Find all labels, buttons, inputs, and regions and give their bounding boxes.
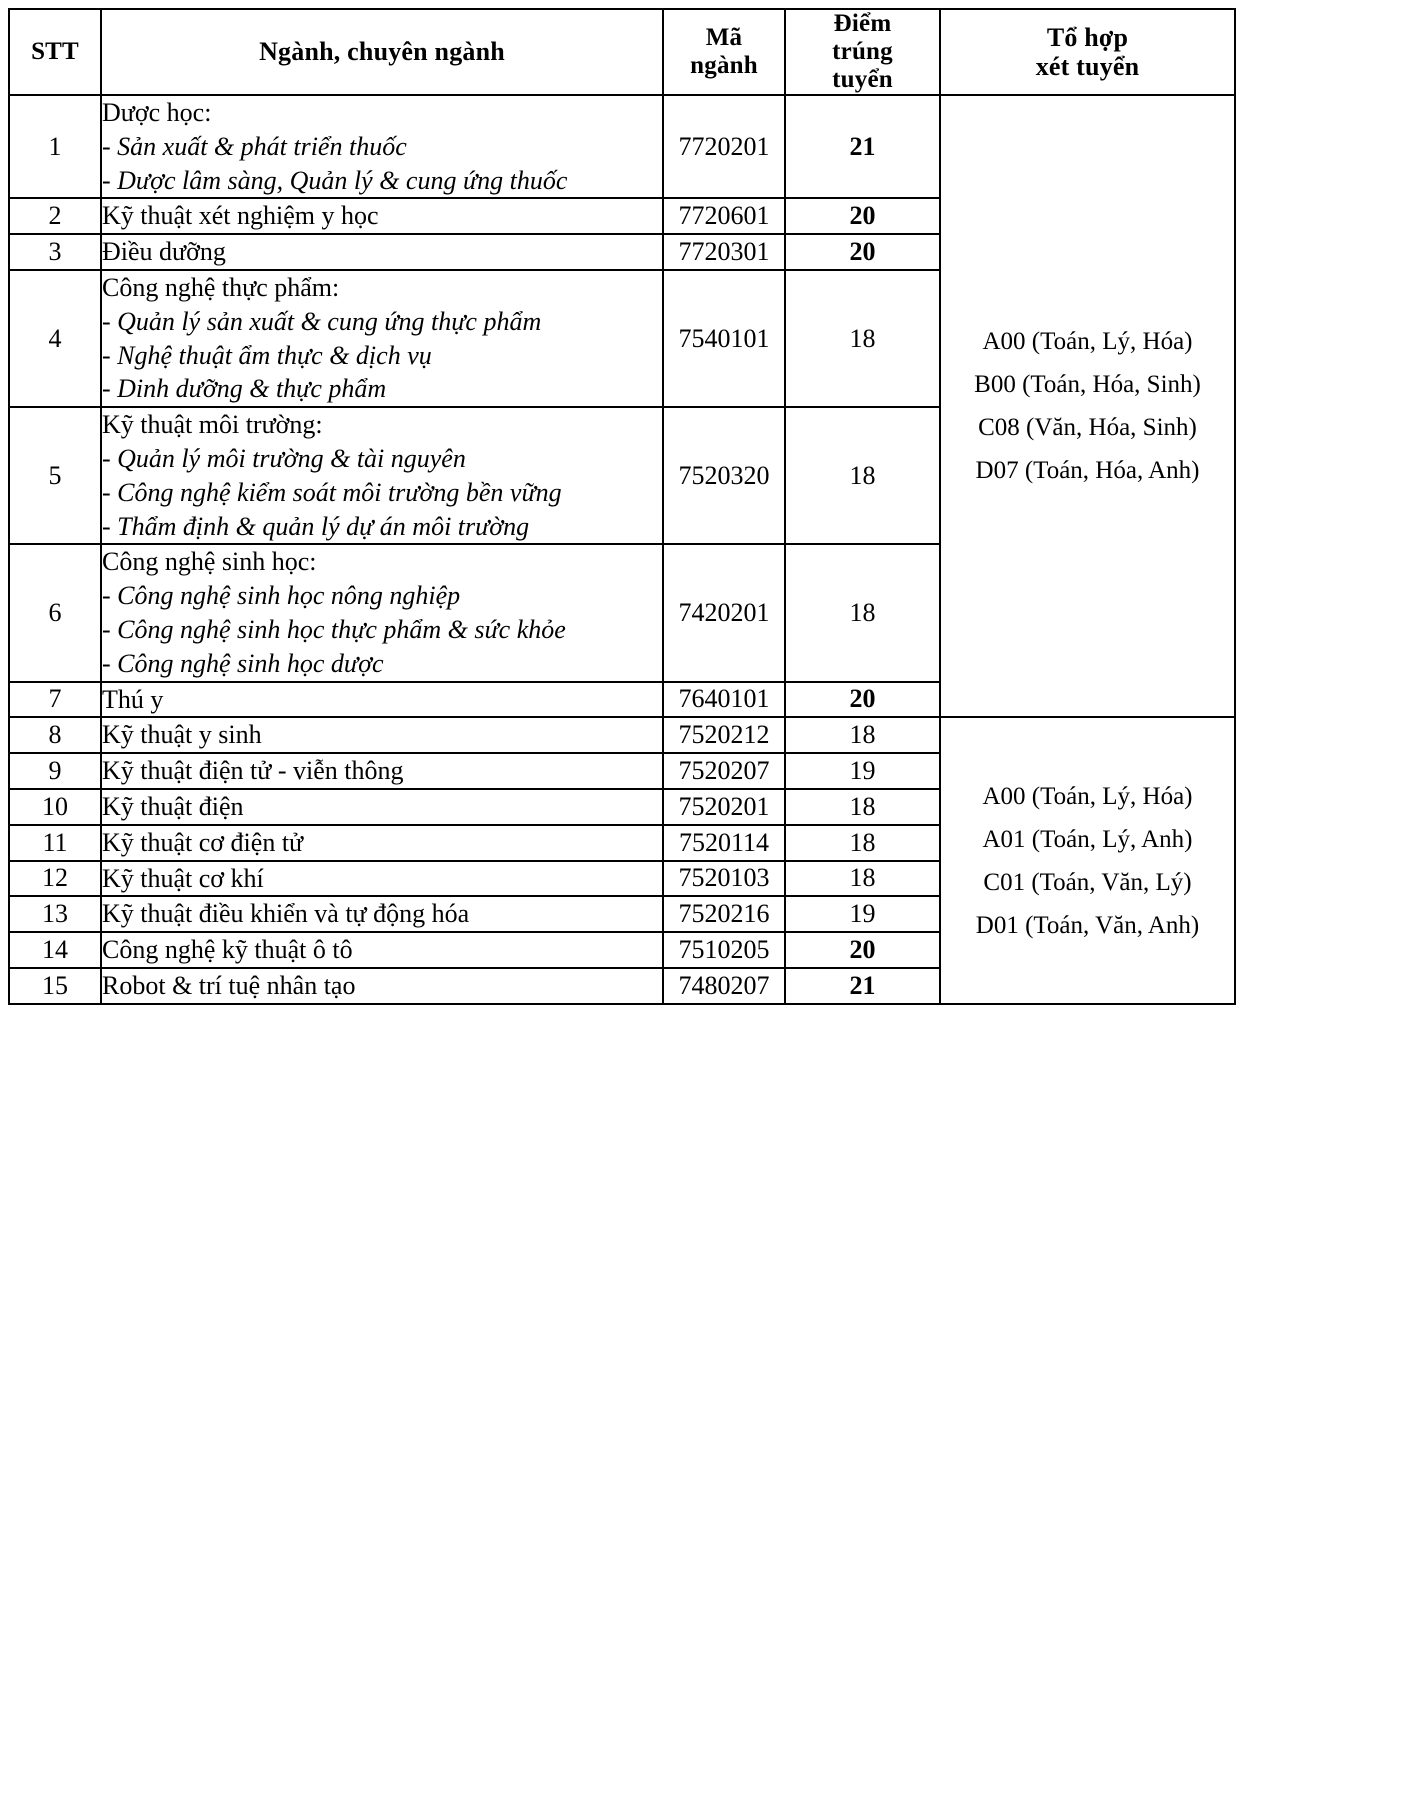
subject-combination-line: D01 (Toán, Văn, Anh) xyxy=(975,911,1200,939)
cell-benchmark-score: 18 xyxy=(785,407,940,544)
cell-major-name xyxy=(101,682,663,718)
column-header-major-code-line2: ngành xyxy=(690,52,758,79)
subject-combination-line: B00 (Toán, Hóa, Sinh) xyxy=(974,371,1201,399)
major-title: Kỹ thuật cơ khí xyxy=(102,863,264,893)
subject-combination-line: C08 (Văn, Hóa, Sinh) xyxy=(978,414,1197,442)
major-title: Kỹ thuật y sinh xyxy=(102,720,262,750)
cell-benchmark-score: 20 xyxy=(785,682,940,718)
cell-benchmark-score: 21 xyxy=(785,95,940,198)
major-title: Kỹ thuật xét nghiệm y học xyxy=(102,201,379,231)
cell-major-name xyxy=(101,407,663,544)
major-specialization: - Công nghệ sinh học thực phẩm & sức khỏe xyxy=(102,614,566,644)
major-title: Kỹ thuật môi trường: xyxy=(102,410,323,440)
cell-major-name xyxy=(101,234,663,270)
cell-major-code: 7520320 xyxy=(663,407,785,544)
cell-major-name xyxy=(101,95,663,198)
header-row xyxy=(9,9,1235,95)
subject-combination-line: C01 (Toán, Văn, Lý) xyxy=(983,868,1192,896)
major-specialization: - Sản xuất & phát triển thuốc xyxy=(102,131,407,161)
cell-stt: 2 xyxy=(9,198,101,234)
major-title: Robot & trí tuệ nhân tạo xyxy=(102,970,356,1000)
column-header-subject-combination-line1: Tổ hợp xyxy=(1046,22,1129,52)
cell-benchmark-score: 18 xyxy=(785,544,940,681)
cell-stt: 12 xyxy=(9,861,101,897)
cell-stt: 8 xyxy=(9,717,101,753)
major-title: Điều dưỡng xyxy=(102,237,226,267)
cell-major-code: 7520103 xyxy=(663,861,785,897)
cell-stt: 11 xyxy=(9,825,101,861)
major-specialization: - Quản lý môi trường & tài nguyên xyxy=(102,443,466,473)
major-title: Kỹ thuật điện xyxy=(102,791,244,821)
cell-stt: 7 xyxy=(9,682,101,718)
cell-benchmark-score: 18 xyxy=(785,717,940,753)
cell-major-code: 7520201 xyxy=(663,789,785,825)
table-body xyxy=(9,95,1235,1004)
subject-combination-line: A00 (Toán, Lý, Hóa) xyxy=(982,328,1193,356)
cell-major-code: 7720301 xyxy=(663,234,785,270)
major-title: Công nghệ kỹ thuật ô tô xyxy=(102,935,353,965)
table-row xyxy=(9,717,1235,753)
major-specialization: - Dinh dưỡng & thực phẩm xyxy=(102,374,387,404)
major-title: Kỹ thuật điều khiển và tự động hóa xyxy=(102,899,470,929)
table-header xyxy=(9,9,1235,95)
cell-benchmark-score: 18 xyxy=(785,861,940,897)
column-header-major: Ngành, chuyên ngành xyxy=(101,9,663,95)
cell-benchmark-score: 21 xyxy=(785,968,940,1004)
major-title: Dược học: xyxy=(102,98,212,127)
subject-combination-line: D07 (Toán, Hóa, Anh) xyxy=(975,457,1200,485)
cell-benchmark-score: 18 xyxy=(785,789,940,825)
cell-stt: 5 xyxy=(9,407,101,544)
cell-benchmark-score: 19 xyxy=(785,753,940,789)
major-title: Thú y xyxy=(102,684,164,714)
cell-major-name xyxy=(101,968,663,1004)
major-specialization: - Dược lâm sàng, Quản lý & cung ứng thuốc xyxy=(102,165,568,195)
cell-major-code: 7520212 xyxy=(663,717,785,753)
cell-stt: 4 xyxy=(9,270,101,407)
cell-benchmark-score: 20 xyxy=(785,198,940,234)
column-header-major-code-line1: Mã xyxy=(705,24,743,51)
major-specialization: - Nghệ thuật ẩm thực & dịch vụ xyxy=(102,340,432,370)
cell-major-code: 7420201 xyxy=(663,544,785,681)
cell-subject-combination xyxy=(940,717,1235,1003)
cell-stt: 6 xyxy=(9,544,101,681)
table-row xyxy=(9,95,1235,198)
cell-stt: 3 xyxy=(9,234,101,270)
cell-benchmark-score: 20 xyxy=(785,234,940,270)
cell-major-name xyxy=(101,932,663,968)
column-header-benchmark-score-line1: Điểm xyxy=(833,10,892,37)
cell-major-code: 7510205 xyxy=(663,932,785,968)
cell-subject-combination xyxy=(940,95,1235,717)
cell-benchmark-score: 18 xyxy=(785,825,940,861)
cell-major-name xyxy=(101,198,663,234)
cell-major-name xyxy=(101,544,663,681)
major-title: Kỹ thuật điện tử - viễn thông xyxy=(102,756,404,786)
major-specialization: - Quản lý sản xuất & cung ứng thực phẩm xyxy=(102,306,542,336)
major-title: Công nghệ thực phẩm: xyxy=(102,272,340,302)
cell-stt: 1 xyxy=(9,95,101,198)
cell-major-name xyxy=(101,861,663,897)
cell-major-name xyxy=(101,753,663,789)
major-specialization: - Công nghệ sinh học dược xyxy=(102,648,384,678)
cell-major-code: 7520114 xyxy=(663,825,785,861)
column-header-benchmark-score-line3: tuyển xyxy=(832,66,893,93)
cell-major-code: 7480207 xyxy=(663,968,785,1004)
cell-major-code: 7540101 xyxy=(663,270,785,407)
cell-major-name xyxy=(101,717,663,753)
subject-combination-line: A01 (Toán, Lý, Anh) xyxy=(982,825,1193,853)
cell-major-name xyxy=(101,270,663,407)
cell-major-name xyxy=(101,896,663,932)
cell-stt: 10 xyxy=(9,789,101,825)
major-specialization: - Công nghệ sinh học nông nghiệp xyxy=(102,581,461,611)
cell-stt: 14 xyxy=(9,932,101,968)
cell-stt: 9 xyxy=(9,753,101,789)
subject-combination-line: A00 (Toán, Lý, Hóa) xyxy=(982,782,1193,810)
column-header-subject-combination-line2: xét tuyển xyxy=(1035,52,1140,81)
column-header-major-code xyxy=(663,9,785,95)
cell-major-code: 7520216 xyxy=(663,896,785,932)
cell-benchmark-score: 18 xyxy=(785,270,940,407)
cell-stt: 13 xyxy=(9,896,101,932)
cell-benchmark-score: 19 xyxy=(785,896,940,932)
major-title: Công nghệ sinh học: xyxy=(102,547,317,577)
column-header-benchmark-score xyxy=(785,9,940,95)
cell-major-code: 7720201 xyxy=(663,95,785,198)
cell-major-name xyxy=(101,825,663,861)
admissions-score-table xyxy=(8,8,1236,1005)
major-specialization: - Công nghệ kiểm soát môi trường bền vững xyxy=(102,477,562,507)
cell-major-name xyxy=(101,789,663,825)
cell-benchmark-score: 20 xyxy=(785,932,940,968)
column-header-benchmark-score-line2: trúng xyxy=(832,38,893,65)
cell-major-code: 7640101 xyxy=(663,682,785,718)
major-title: Kỹ thuật cơ điện tử xyxy=(102,827,304,857)
major-specialization: - Thẩm định & quản lý dự án môi trường xyxy=(102,511,530,541)
column-header-subject-combination xyxy=(940,9,1235,95)
cell-stt: 15 xyxy=(9,968,101,1004)
cell-major-code: 7520207 xyxy=(663,753,785,789)
column-header-stt: STT xyxy=(9,9,101,95)
cell-major-code: 7720601 xyxy=(663,198,785,234)
